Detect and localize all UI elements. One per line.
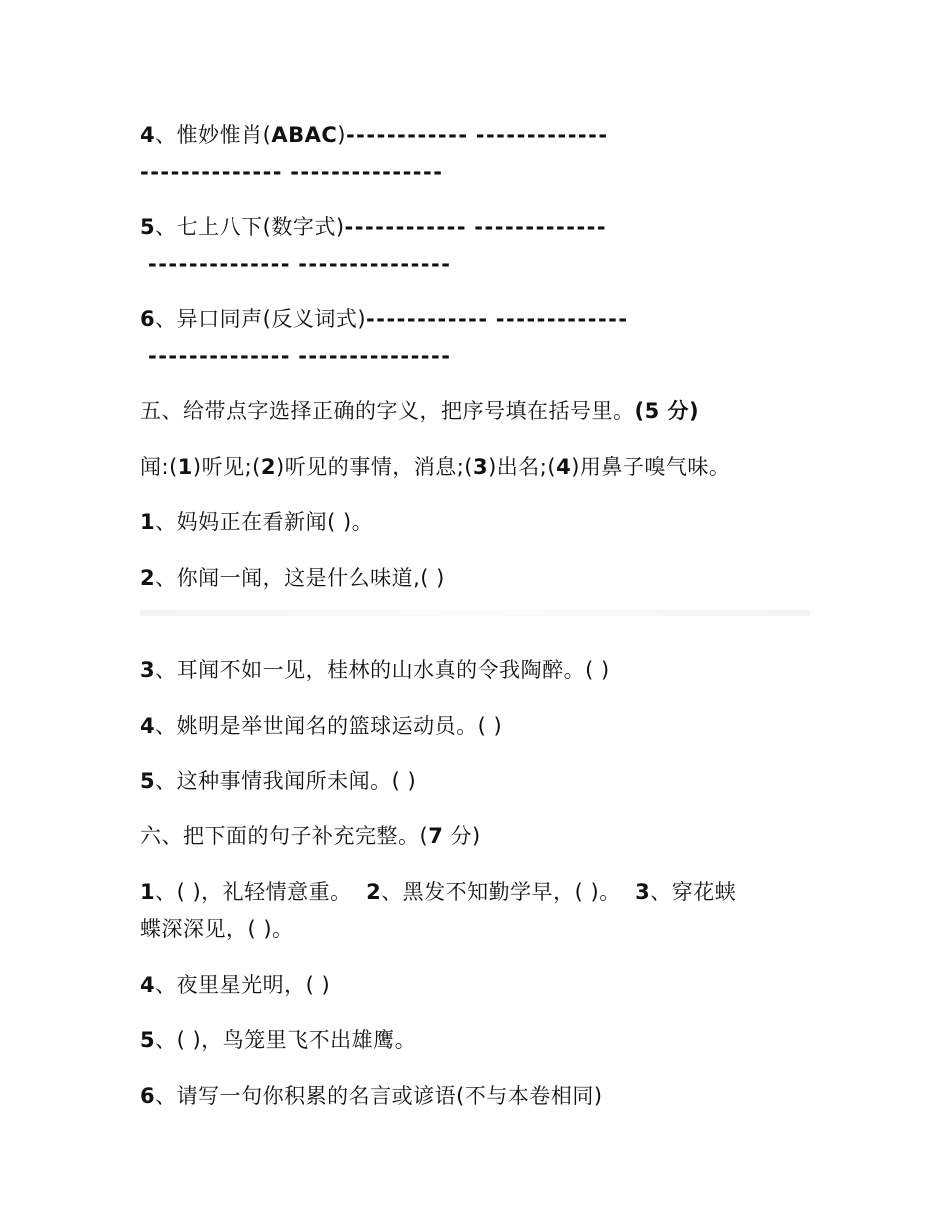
sentence-item: 5、( )，鸟笼里飞不出雄鹰。 — [140, 1028, 417, 1052]
section-5-title: 五、给带点字选择正确的字义，把序号填在括号里。(5 分) — [140, 399, 700, 423]
definition-line: 闻:(1)听见;(2)听见的事情，消息;(3)出名;(4)用鼻子嗅气味。 — [140, 455, 731, 479]
question-item: 2、你闻一闻，这是什么味道,( ) — [140, 566, 445, 590]
sentence-item: 4、夜里星光明，( ) — [140, 973, 331, 997]
question-item: 3、耳闻不如一见，桂林的山水真的令我陶醉。( ) — [140, 658, 610, 682]
section-6-title: 六、把下面的句子补充完整。(7 分) — [140, 824, 481, 848]
idiom-item-5-answer: -------------- --------------- — [148, 252, 452, 276]
question-item: 5、这种事情我闻所未闻。( ) — [140, 769, 417, 793]
idiom-item-5: 5、七上八下(数字式)------------ ------------- — [140, 215, 608, 239]
sentence-item: 6、请写一句你积累的名言或谚语(不与本卷相同) — [140, 1084, 603, 1108]
idiom-item-6-answer: -------------- --------------- — [148, 344, 452, 368]
idiom-item-4: 4、惟妙惟肖(ABAC)------------ ------------- — [140, 123, 609, 147]
sentence-line-1: 1、( )，礼轻情意重。 2、黑发不知勤学早，( )。 3、穿花蛱 — [140, 880, 737, 904]
question-item: 1、妈妈正在看新闻( )。 — [140, 510, 374, 534]
faint-divider — [140, 610, 810, 616]
sentence-line-1-cont: 蝶深深见，( )。 — [140, 917, 294, 941]
idiom-item-6: 6、异口同声(反义词式)------------ ------------- — [140, 307, 629, 331]
idiom-item-4-answer: -------------- --------------- — [140, 160, 444, 184]
question-item: 4、姚明是举世闻名的篮球运动员。( ) — [140, 714, 503, 738]
